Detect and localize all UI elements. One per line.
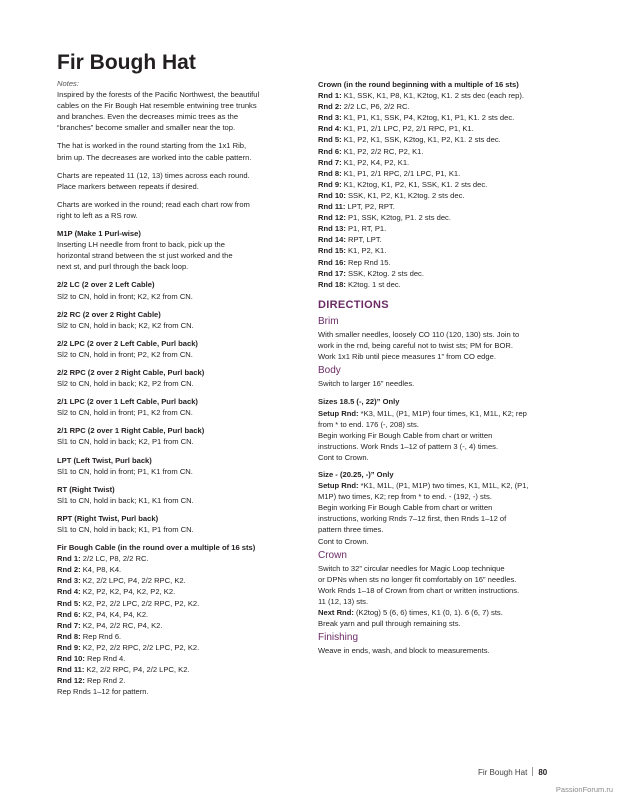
abbrev-name: RT (Right Twist) (57, 484, 115, 494)
text-line: Cont to Crown. (318, 452, 369, 462)
round-row: Rnd 11: LPT, P2, RPT. (318, 202, 395, 212)
abbrev-line: Inserting LH needle from front to back, pick up the (57, 240, 225, 250)
text-line: Charts are repeated 11 (12, 13) times across each round. (57, 170, 250, 180)
text-line: pattern three times. (318, 525, 384, 535)
text-line: Work 1x1 Rib until piece measures 1” from CO edge. (318, 352, 496, 362)
abbrev-name: 2/2 RPC (2 over 2 Right Cable, Purl back) (57, 367, 205, 377)
brim-subhead: Brim (318, 315, 339, 327)
abbrev-line: Sl2 to CN, hold in front; P1, K2 from CN. (57, 408, 193, 418)
section-heading: Fir Bough Cable (in the round over a multiple of 16 sts) (57, 543, 256, 553)
text-line: work in the rnd, being careful not to twist sts; PM for BOR. (318, 341, 513, 351)
abbrev-name: M1P (Make 1 Purl-wise) (57, 229, 141, 239)
round-row: Rnd 12: P1, SSK, K2tog, P1. 2 sts dec. (318, 213, 451, 223)
text-line: instructions, working Rnds 7–12 first, then Rnds 1–12 of (318, 514, 507, 524)
next-round-row: Next Rnd: (K2tog) 5 (6, 6) times, K1 (0, 1). 6 (6, 7) sts. (318, 608, 503, 618)
round-row: Rnd 13: P1, RT, P1. (318, 224, 387, 234)
size-2-instructions (318, 469, 564, 547)
abbrev-2-2-lpc (57, 338, 300, 360)
abbrev-line: Sl2 to CN, hold in back; K2, K2 from CN. (57, 320, 194, 330)
right-column (318, 79, 564, 657)
crown-subhead: Crown (318, 549, 347, 561)
abbrev-name: 2/1 RPC (2 over 1 Right Cable, Purl back) (57, 426, 205, 436)
size-heading: Sizes 18.5 (-, 22)” Only (318, 397, 400, 407)
page-footer (478, 767, 547, 777)
round-row: Rnd 7: K2, P4, 2/2 RC, P4, K2. (57, 620, 163, 630)
text-line: “branches” become smaller and smaller near the top. (57, 123, 236, 133)
crown-text (318, 563, 564, 630)
round-row: Rnd 14: RPT, LPT. (318, 235, 382, 245)
abbrev-rt (57, 484, 300, 506)
section-heading: Crown (in the round beginning with a multiple of 16 sts) (318, 80, 519, 89)
abbrev-name: 2/2 LC (2 over 2 Left Cable) (57, 280, 155, 290)
text-line: Break yarn and pull through remaining sts. (318, 619, 461, 629)
directions-heading: DIRECTIONS (318, 298, 389, 311)
setup-row: Setup Rnd: *K3, M1L, (P1, M1P) four times, K1, M1L, K2; rep (318, 408, 527, 418)
text-line: The hat is worked in the round starting from the 1x1 Rib, (57, 141, 247, 151)
round-row: Rnd 15: K1, P2, K1. (318, 246, 387, 256)
size-1-instructions (318, 396, 564, 463)
intro-paragraph-4 (57, 199, 300, 221)
abbrev-line: Sl1 to CN, hold in back; K1, K1 from CN. (57, 495, 194, 505)
abbrev-line: Sl1 to CN, hold in back; K1, P1 from CN. (57, 525, 194, 534)
round-row: Rnd 1: 2/2 LC, P8, 2/2 RC. (57, 554, 149, 564)
round-row: Rnd 3: K1, P1, K1, SSK, P4, K2tog, K1, P1, K1. 2 sts dec. (318, 113, 515, 123)
round-row: Rnd 8: Rep Rnd 6. (57, 631, 122, 641)
abbrev-line: Sl2 to CN, hold in front; K2, K2 from CN. (57, 291, 193, 301)
abbrev-m1p (57, 228, 300, 272)
round-row: Rnd 9: K2, P2, 2/2 RPC, 2/2 LPC, P2, K2. (57, 642, 200, 652)
finishing-text (318, 645, 564, 656)
round-row: Rnd 6: K2, P4, K4, P4, K2. (57, 609, 149, 619)
crown-cable-instructions (318, 79, 564, 290)
text-line: or DPNs when sts no longer fit comfortably on 16” needles. (318, 574, 517, 584)
abbrev-2-2-lc (57, 279, 300, 301)
text-line: Inspired by the forests of the Pacific Northwest, the beautiful (57, 90, 260, 100)
repeat-note: Rep Rnds 1–12 for pattern. (57, 687, 149, 697)
round-row: Rnd 4: K1, P1, 2/1 LPC, P2, 2/1 RPC, P1, K1. (318, 124, 474, 134)
round-row: Rnd 11: K2, 2/2 RPC, P4, 2/2 LPC, K2. (57, 665, 190, 675)
abbrev-2-1-rpc (57, 425, 300, 447)
abbrev-2-2-rpc (57, 367, 300, 389)
round-row: Rnd 9: K1, K2tog, K1, P2, K1, SSK, K1. 2 sts dec. (318, 179, 488, 189)
watermark: PassionForum.ru (555, 785, 613, 794)
text-line: right to left as a RS row. (57, 210, 138, 220)
round-row: Rnd 2: K4, P8, K4. (57, 565, 122, 575)
text-line: Place markers between repeats if desired. (57, 181, 199, 191)
text-line: M1P) two times, K2; rep from * to end. - (192, -) sts. (318, 492, 492, 502)
abbrev-lpt (57, 455, 300, 477)
round-row: Rnd 2: 2/2 LC, P6, 2/2 RC. (318, 102, 410, 112)
text-line: Begin working Fir Bough Cable from chart or written (318, 503, 493, 513)
page-number: 80 (538, 768, 548, 777)
abbrev-name: 2/2 RC (2 over 2 Right Cable) (57, 309, 161, 319)
abbrev-line: Sl1 to CN, hold in back; K2, P1 from CN. (57, 437, 194, 447)
round-row: Rnd 7: K1, P2, K4, P2, K1. (318, 157, 410, 167)
text-line: Charts are worked in the round; read each chart row from (57, 199, 250, 209)
round-row: Rnd 5: K1, P2, K1, SSK, K2tog, K1, P2, K1. 2 sts dec. (318, 135, 501, 145)
left-column (57, 78, 300, 697)
brim-text (318, 329, 564, 362)
abbrev-line: horizontal strand between the st just worked and the (57, 251, 233, 261)
round-row: Rnd 16: Rep Rnd 15. (318, 257, 391, 267)
footer-title: Fir Bough Hat (478, 768, 528, 777)
round-row: Rnd 18: K2tog. 1 st dec. (318, 279, 401, 289)
round-row: Rnd 6: K1, P2, 2/2 RC, P2, K1. (318, 146, 424, 156)
text-line: 11 (12, 13) sts. (318, 597, 369, 607)
footer-divider (532, 767, 533, 776)
text-line: from * to end. 176 (-, 208) sts. (318, 419, 419, 429)
round-row: Rnd 12: Rep Rnd 2. (57, 676, 126, 686)
abbrev-name: RPT (Right Twist, Purl back) (57, 513, 159, 523)
body-subhead: Body (318, 365, 341, 377)
abbrev-name: LPT (Left Twist, Purl back) (57, 455, 152, 465)
fir-bough-cable-instructions (57, 542, 300, 697)
text-line: instructions. Work Rnds 1–12 of pattern 3 (-, 4) times. (318, 441, 499, 451)
text-line: Cont to Crown. (318, 536, 369, 546)
size-heading: Size - (20.25, -)” Only (318, 470, 394, 479)
intro-paragraph-3 (57, 170, 300, 192)
body-intro: Switch to larger 16” needles. (318, 379, 415, 389)
text-line: Weave in ends, wash, and block to measurements. (318, 646, 490, 656)
abbrev-line: Sl1 to CN, hold in front; P1, K1 from CN. (57, 466, 193, 476)
intro-paragraph-1 (57, 89, 300, 133)
text-line: With smaller needles, loosely CO 110 (120, 130) sts. Join to (318, 329, 520, 339)
notes-label: Notes: (57, 79, 79, 88)
text-line: cables on the Fir Bough Hat resemble entwining tree trunks (57, 101, 257, 111)
round-row: Rnd 10: SSK, K1, P2, K1, K2tog. 2 sts dec. (318, 190, 465, 200)
abbrev-line: next st, and purl through the back loop. (57, 262, 189, 272)
round-row: Rnd 17: SSK, K2tog. 2 sts dec. (318, 268, 424, 278)
abbrev-name: 2/1 LPC (2 over 1 Left Cable, Purl back) (57, 397, 198, 407)
abbrev-line: Sl2 to CN, hold in front; P2, K2 from CN. (57, 349, 193, 359)
text-line: brim up. The decreases are worked into the cable pattern. (57, 152, 252, 162)
round-row: Rnd 1: K1, SSK, K1, P8, K1, K2tog, K1. 2 sts dec (each rep). (318, 91, 524, 101)
text-line: Begin working Fir Bough Cable from chart or written (318, 430, 493, 440)
abbrev-rpt (57, 513, 300, 535)
round-row: Rnd 10: Rep Rnd 4. (57, 654, 126, 664)
abbrev-2-1-lpc (57, 396, 300, 418)
text-line: and branches. Even the decreases mimic trees as the (57, 112, 239, 122)
round-row: Rnd 5: K2, P2, 2/2 LPC, 2/2 RPC, P2, K2. (57, 598, 200, 608)
finishing-subhead: Finishing (318, 632, 359, 644)
round-row: Rnd 8: K1, P1, 2/1 RPC, 2/1 LPC, P1, K1. (318, 168, 461, 178)
round-row: Rnd 3: K2, 2/2 LPC, P4, 2/2 RPC, K2. (57, 576, 186, 586)
intro-paragraph-2 (57, 140, 300, 162)
text-line: Work Rnds 1–18 of Crown from chart or written instructions. (318, 585, 520, 595)
setup-row: Setup Rnd: *K1, M1L, (P1, M1P) two times, K1, M1L, K2, (P1, (318, 481, 529, 491)
abbrev-line: Sl2 to CN, hold in back; K2, P2 from CN. (57, 379, 194, 389)
page-title: Fir Bough Hat (57, 51, 196, 74)
abbrev-2-2-rc (57, 309, 300, 331)
text-line: Switch to 32” circular needles for Magic Loop technique (318, 563, 505, 573)
round-row: Rnd 4: K2, P2, K2, P4, K2, P2, K2. (57, 587, 176, 597)
abbrev-name: 2/2 LPC (2 over 2 Left Cable, Purl back) (57, 338, 198, 348)
